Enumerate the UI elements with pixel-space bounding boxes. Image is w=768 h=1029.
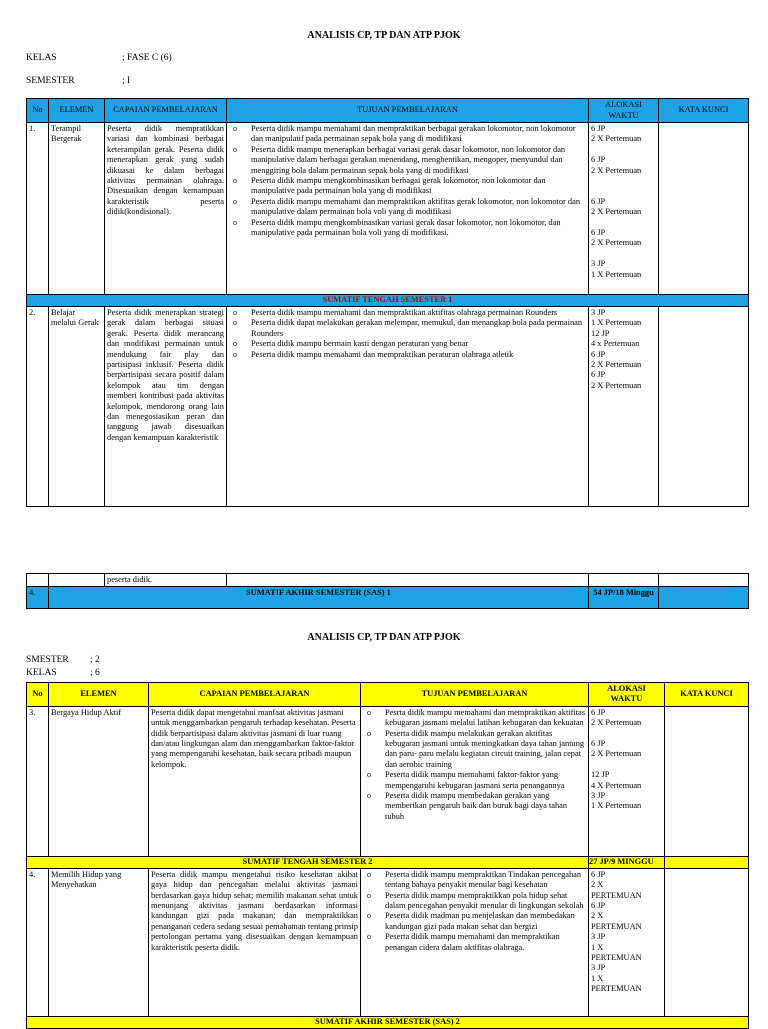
alokasi-line: 12 JP: [591, 770, 610, 780]
table-header-row: [27, 683, 749, 707]
analysis-table-1: [26, 98, 749, 507]
alokasi-line: [591, 218, 656, 228]
table-row: [27, 868, 749, 1016]
alokasi-line: 2 X Pertemuan: [591, 749, 642, 759]
header-no: No: [27, 683, 49, 707]
alokasi-line: 1 X Pertemuan: [591, 269, 642, 279]
header-capaian: CAPAIAN PEMBELAJARAN: [105, 99, 227, 123]
tujuan-item: o Peserta didik mampu memahami faktor-faktor yang mempengaruhi kebugaran jasmani serta penangannya: [385, 770, 586, 791]
header-elemen: ELEMEN: [49, 683, 149, 707]
alokasi-line: 2 X Pertemuan: [591, 165, 642, 175]
row-elemen: Memilih Hidup yang Menyehatkan: [49, 868, 149, 1016]
alokasi-line: PERTEMUAN: [591, 890, 642, 900]
tujuan-item: o Peserta didik mampu memahami dan mempraktikan penangan cidera dalam aktifitas olahraga.: [385, 932, 586, 953]
row-no: 2.: [27, 307, 49, 507]
tujuan-item: o Peserta didik mampu melakukan gerakan aktifitas kebugaran jasmani untuk meningkatkan daya tahan jantung dan paru- paru melalu kegiatan circuit training, jalan cepat dan aerobic training: [385, 729, 586, 771]
alokasi-line: [591, 186, 656, 196]
tujuan-list: [363, 870, 586, 953]
alokasi-line: 6 JP: [591, 124, 606, 133]
sumatif-akhir-2: SUMATIF AKHIR SEMESTER (SAS) 2: [27, 1016, 749, 1028]
capaian-tail: peserta didik.: [105, 574, 227, 587]
table-row: [27, 307, 749, 507]
kelas-label-2: KELAS: [26, 668, 57, 678]
table-row: [27, 123, 749, 295]
alokasi-line: 1 X Pertemuan: [591, 318, 642, 328]
tujuan-item: o Peserta didik dapat melakukan gerakan melempar, memukul, dan menangkap bola pada permainan Rounders: [251, 318, 586, 339]
alokasi-line: 2 X Pertemuan: [591, 207, 642, 217]
row-kata-kunci: [659, 123, 749, 295]
sumatif-akhir-1: SUMATIF AKHIR SEMESTER (SAS) 1: [49, 587, 589, 609]
alokasi-line: 1 X: [591, 942, 604, 952]
alokasi-line: 4 X Pertemuan: [591, 780, 642, 790]
tujuan-list: [363, 708, 586, 822]
alokasi-line: 6 JP: [591, 901, 606, 911]
sumatif-tengah-2: SUMATIF TENGAH SEMESTER 2: [27, 856, 589, 868]
row-alokasi: [589, 706, 665, 856]
alokasi-line: 12 JP: [591, 328, 610, 338]
header-no: No: [27, 99, 49, 123]
header-tujuan: TUJUAN PEMBELAJARAN: [227, 99, 589, 123]
row-no: 3.: [27, 706, 49, 856]
tujuan-item: o Pesrta didik mampu memahami dan mempraktikan aktifitas kebugaran jasmani melalui latihan kebugaran dan kekuatan: [385, 708, 586, 729]
row-elemen: Bergaya Hidup Aktif: [49, 706, 149, 856]
semester-label-2: SMESTER: [26, 655, 69, 665]
alokasi-line: 6 JP: [591, 155, 606, 165]
semester-label: SEMESTER: [26, 76, 75, 86]
alokasi-line: 6 JP: [591, 349, 606, 359]
row-alokasi: [589, 307, 659, 507]
alokasi-line: 2 X Pertemuan: [591, 238, 642, 248]
alokasi-line: 2 X Pertemuan: [591, 718, 642, 728]
tujuan-item: o Peserta didik madman pu menjelaskan dan membedakan kandungan gizi pada makan sehat dan bergizi: [385, 911, 586, 932]
tujuan-item: o Peserta didik mampu memahami dan mempraktikan peraturan olahraga atletik: [251, 350, 586, 360]
document-title-2: ANALISIS CP, TP DAN ATP PJOK: [307, 632, 461, 643]
semester-line-2: [26, 655, 100, 665]
kelas-line: [26, 53, 172, 63]
alokasi-line: 6 JP: [591, 707, 606, 717]
tujuan-item: o Peserta didik mampu membedakan gerakan yang memberikan pengaruh baik dan buruk bagi daya tahan tubuh: [385, 791, 586, 822]
row-tujuan: [361, 868, 589, 1016]
analysis-table-2: [26, 682, 749, 1029]
alokasi-line: 2 X: [591, 911, 604, 921]
tujuan-item: o Peserta didik mampu bermain kasti dengan peraturan yang benar: [251, 339, 586, 349]
table-header-row: [27, 99, 749, 123]
sumatif-akhir-alokasi: 54 JP/18 Minggu: [589, 587, 659, 609]
header-kata-kunci: KATA KUNCI: [659, 99, 749, 123]
alokasi-line: 3 JP: [591, 308, 606, 317]
tujuan-item: o Peserta didik mampu mengkombinasikan berbagai gerak lokomotor, non lokomotor dan manipulative pada permainan bola yang di modifikasi: [251, 176, 586, 197]
sumatif-row: [27, 295, 749, 307]
row-tujuan: [361, 706, 589, 856]
header-tujuan: TUJUAN PEMBELAJARAN: [361, 683, 589, 707]
alokasi-line: 3 JP: [591, 791, 606, 801]
alokasi-line: [591, 176, 656, 186]
header-capaian: CAPAIAN PEMBELAJARAN: [149, 683, 361, 707]
sumatif-row: [27, 1016, 749, 1028]
alokasi-line: 2 X Pertemuan: [591, 360, 642, 370]
alokasi-line: 2 X Pertemuan: [591, 134, 642, 144]
kelas-value: ; FASE C (6): [122, 53, 172, 63]
document-title-1: ANALISIS CP, TP DAN ATP PJOK: [307, 30, 461, 41]
header-alokasi: ALOKASI WAKTU: [589, 99, 659, 123]
kelas-value-2: ; 6: [90, 668, 100, 678]
alokasi-line: 3 JP: [591, 932, 606, 942]
alokasi-line: PERTEMUAN: [591, 984, 642, 994]
row-tujuan: [227, 123, 589, 295]
alokasi-line: PERTEMUAN: [591, 953, 642, 963]
alokasi-line: [591, 729, 662, 739]
row-kata-kunci: [665, 706, 749, 856]
tujuan-item: o Peserta didik mampu menerapkan berbagai variasi gerak dasar lokomotor, non lokomotor dan manipulative dalam berbagai gerakan menendang, menghentikan, mengoper, menyundul dan menggiring bola dalam permainan sepak bola yang di modifikasi: [251, 145, 586, 176]
row-kata-kunci: [665, 868, 749, 1016]
tujuan-list: [229, 308, 586, 360]
alokasi-line: 2 X Pertemuan: [591, 380, 642, 390]
row-no: 4.: [27, 868, 49, 1016]
alokasi-line: 6 JP: [591, 869, 606, 879]
tujuan-list: [229, 124, 586, 238]
semester-value: ; I: [122, 76, 131, 86]
table-row: [27, 706, 749, 856]
header-kata-kunci: KATA KUNCI: [665, 683, 749, 707]
row-no: 4.: [27, 587, 49, 609]
row-alokasi: [589, 123, 659, 295]
table-row: [27, 574, 749, 587]
continuation-table: [26, 573, 749, 609]
row-capaian: Peserta didik menerapkan strategi gerak dalam berbagai situasi gerak. Peserta didik merancang dan modifikasi permainan untuk mendukung fair play dan partisipasi inklusif. Peserta didik berpartisipasi secara positif dalam kelompok atau tim dengan memberi kontribusi pada aktivitas kelompok, mendorong orang lain dan menegosiasikan peran dan tanggung jawab disesuaikan dengan kemampuan karakteristik: [105, 307, 227, 507]
alokasi-line: [591, 760, 662, 770]
row-kata-kunci: [659, 307, 749, 507]
semester-line: [26, 76, 130, 86]
sumatif-tengah-1: SUMATIF TENGAH SEMESTER 1: [27, 295, 749, 307]
alokasi-line: 1 X: [591, 973, 604, 983]
alokasi-line: 1 X Pertemuan: [591, 801, 642, 811]
sumatif-tengah-2-alokasi: 27 JP/9 MINGGU: [589, 856, 665, 868]
alokasi-line: 2 X: [591, 880, 604, 890]
alokasi-line: [591, 145, 656, 155]
row-alokasi: [589, 868, 665, 1016]
tujuan-item: o Peserta didik mampu memahami dan mempraktikan aktifitas gerak lokomotor, non lokomotor dan manipulative dalam permainan bola voli yang di modifikasi: [251, 197, 586, 218]
tujuan-item: o Peserta didik mampu mempraktikan Tindakan pencegahan tentang bahaya penyakit menular bagi kesehatan: [385, 870, 586, 891]
alokasi-line: 6 JP: [591, 370, 606, 380]
alokasi-line: 3 JP: [591, 259, 606, 269]
tujuan-item: o Peserta didik mampu mempraktikkan pola hidup sehat dalam pencegahan penyakit menular di lingkungan sekolah: [385, 891, 586, 912]
sumatif-akhir-row: [27, 587, 749, 609]
row-capaian: Peserta didik dapat mengetahui manfaat aktivitas jasmani untuk menggambarkan pengaruh terhadap kesehatan. Peserta didik berpartisipasi dalam aktivitas jasmani di luar ruang dan/atau lingkungan alam dan menggambarkan faktor-faktor yang mempengaruhi kesehatan, baik secara pribadi maupun kelompok.: [149, 706, 361, 856]
alokasi-line: 6 JP: [591, 196, 606, 206]
row-capaian: Peserta didik mempratikkan variasi dan kombinasi berbagai keterampilan gerak. Peserta didik menerapkan gerak yang sudah dikuasai ke dalam berbagai aktivitas permainan olahraga. Disesuaikan dengan kemampuan karakteristik peserta didik(kondisional).: [105, 123, 227, 295]
row-no: 1.: [27, 123, 49, 295]
row-tujuan: [227, 307, 589, 507]
header-alokasi: ALOKASI WAKTU: [589, 683, 665, 707]
row-elemen: Belajar melalui Gerak: [49, 307, 105, 507]
row-elemen: Terampil Bergerak: [49, 123, 105, 295]
alokasi-line: 6 JP: [591, 739, 606, 749]
alokasi-line: 4 x Pertemuan: [591, 339, 640, 349]
kelas-label: KELAS: [26, 53, 57, 63]
alokasi-line: 3 JP: [591, 963, 606, 973]
row-capaian: Peserta didik mampu mengetahui risiko kesehatan akibat gaya hidup dan pencegahan melalui aktivitas jasmani berdasarkan gaya hidup sehat; memilih makanan sehat untuk menunjang aktivitas jasmani berdasarkan informasi kandungan gizi pada makanan; dan mempraktikkan penanganan cedera sedang sesuai pemahaman tentang prinsip pertolongan pertama yang disesuaikan dengan kemampuan karakteristik peserta didik.: [149, 868, 361, 1016]
tujuan-item: o Peserta didik mampu memahami dan mempraktikan berbagai gerakan lokomotor, non lokomotor dan manipulatif pada permainan sepak bola yang di modifikasi: [251, 124, 586, 145]
alokasi-line: [591, 249, 656, 259]
tujuan-item: o Peserta didik mampu mengkombinasikan variasi gerak dasar lokomotor, non lokomotor, dan manipulative pada permainan bola voli yang di modifikasi.: [251, 218, 586, 239]
tujuan-item: o Peserta didik mampu memahami dan mempraktikan aktifitas olahraga permainan Rounders: [251, 308, 586, 318]
header-elemen: ELEMEN: [49, 99, 105, 123]
alokasi-line: 6 JP: [591, 228, 606, 238]
alokasi-line: PERTEMUAN: [591, 921, 642, 931]
sumatif-row: [27, 856, 749, 868]
kelas-line-2: [26, 668, 100, 678]
semester-value-2: ; 2: [90, 655, 100, 665]
